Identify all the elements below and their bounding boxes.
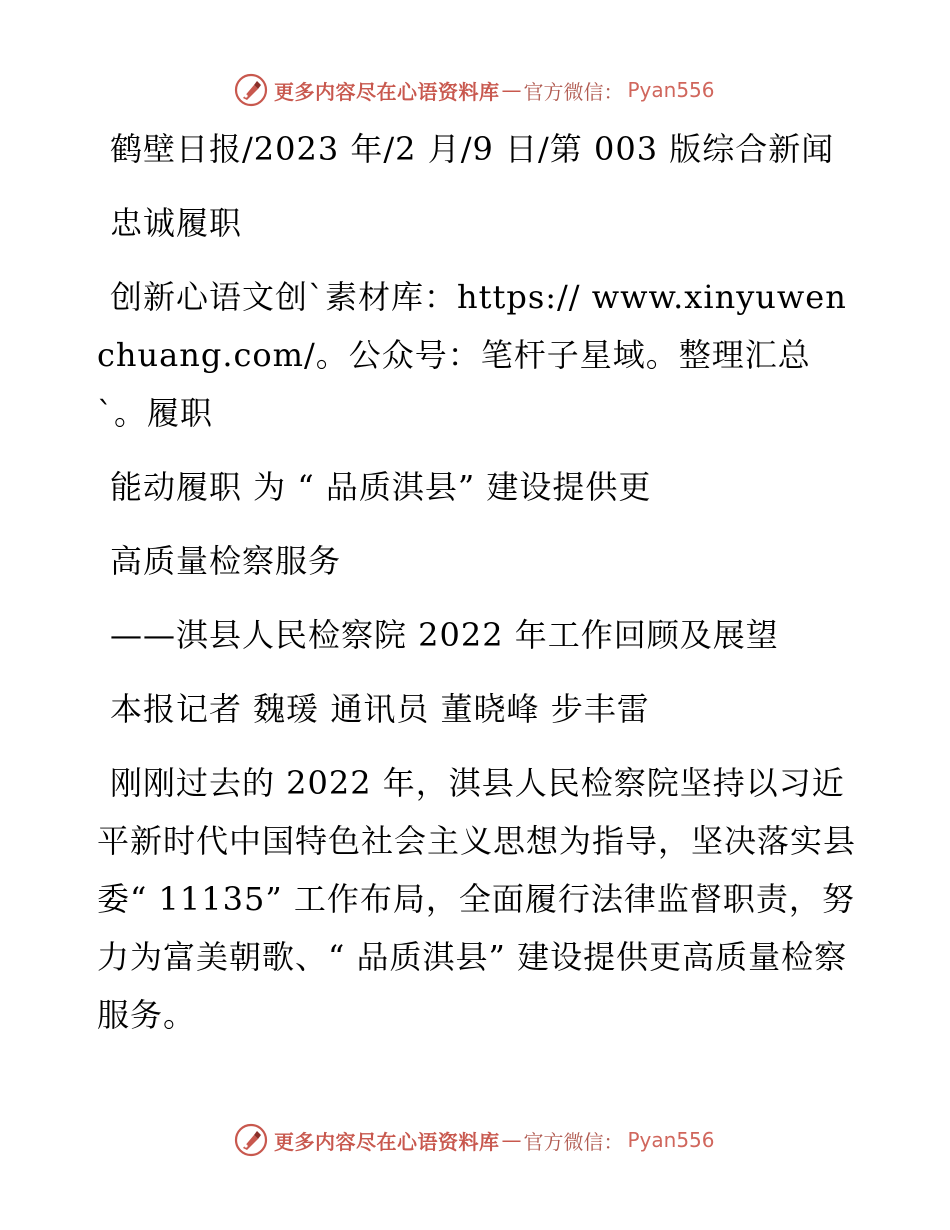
watermark-official-label: 官方微信： [523,1129,624,1154]
watermark-wechat-id: Pyan556 [627,78,715,102]
headline-line-2: 高质量检察服务 [110,542,342,580]
source-notice: 创新心语文创`素材库：https:// www.xinyuwenchuang.com/。公众号：笔杆子星域。整理汇总`。履职 [97,278,847,432]
watermark-text: 更多内容尽在心语资料库 [274,79,500,104]
article-body [97,120,857,1060]
byline: 本报记者 魏瑗 通讯员 董晓峰 步丰雷 [110,690,650,728]
headline-line-1: 能动履职 为 “ 品质淇县” 建设提供更 [110,468,652,506]
body-paragraph: 刚刚过去的 2022 年，淇县人民检察院坚持以习近平新时代中国特色社会主义思想为指导，坚决落实县委“ 11135” 工作布局，全面履行法律监督职责，努力为富美朝歌、“ 品质淇县” 建设提供更高质量检察服务。 [97,764,857,1034]
column-name: 忠诚履职 [110,204,243,242]
subheadline: ——淇县人民检察院 2022 年工作回顾及展望 [110,616,779,654]
watermark-separator: — [501,78,522,102]
watermark-separator: — [501,1128,522,1152]
pen-nib-logo-icon [234,1123,268,1157]
watermark-header [234,72,715,108]
watermark-text: 更多内容尽在心语资料库 [274,1129,500,1154]
source-line: 鹤壁日报/2023 年/2 月/9 日/第 003 版综合新闻 [110,130,835,168]
watermark-official-label: 官方微信： [523,79,624,104]
watermark-footer [234,1122,715,1158]
watermark-wechat-id: Pyan556 [627,1128,715,1152]
pen-nib-logo-icon [234,73,268,107]
